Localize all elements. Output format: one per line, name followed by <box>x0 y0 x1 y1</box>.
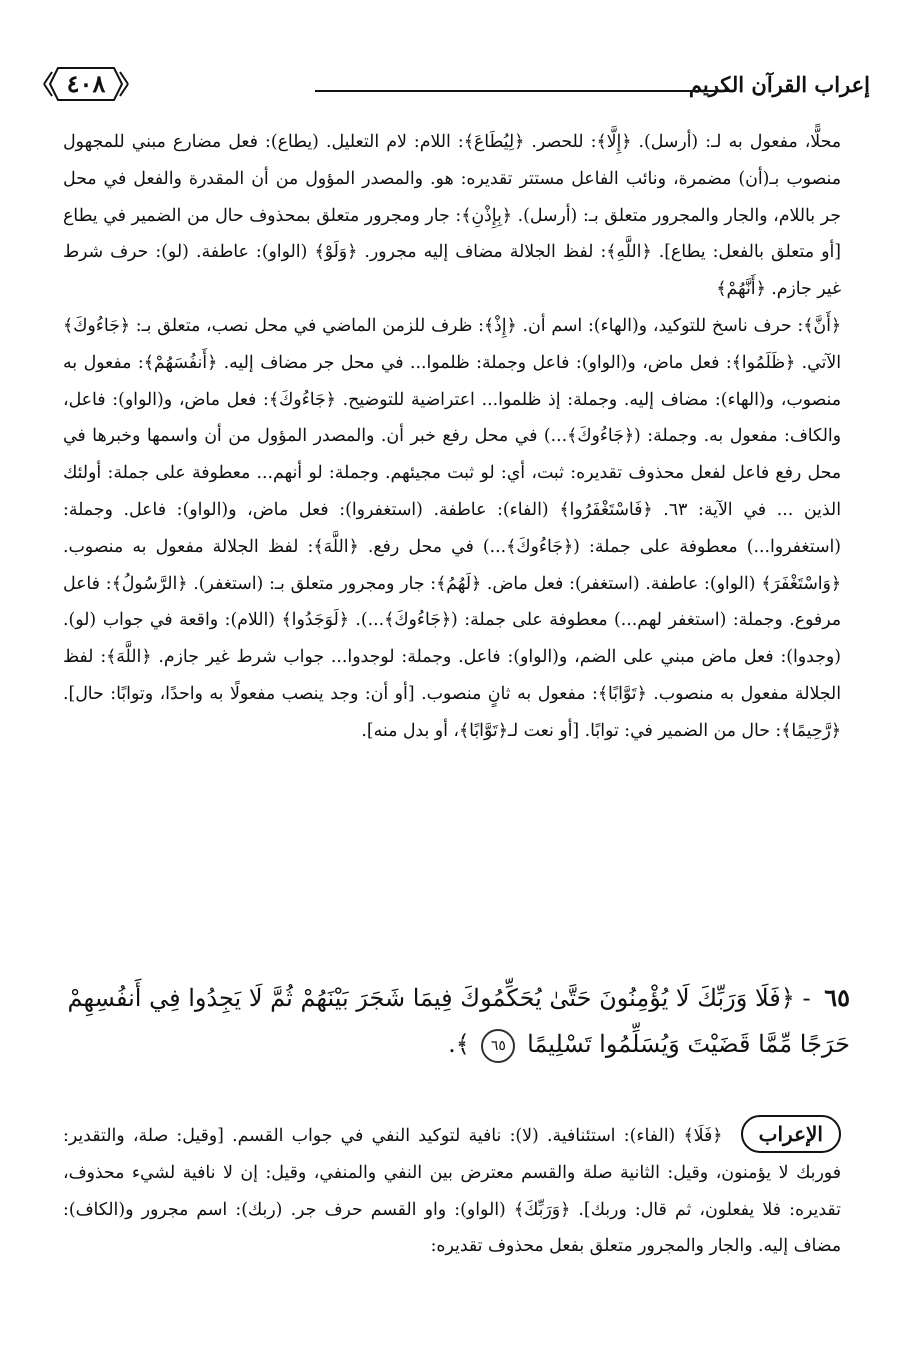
irab-section <box>63 1115 841 1265</box>
page-number-frame <box>40 62 132 106</box>
commentary-paragraph: محلًّا، مفعول به لـ: (أرسل). ﴿إِلَّا﴾: للحصر. ﴿لِيُطَاعَ﴾: اللام: لام التعليل. (يطاع): فعل مضارع مبني للمجهول منصوب بـ(أن) مضمرة، ونائب الفاعل مستتر تقديره: هو. والمصدر المؤول من أن المقدرة والفعل في محل جر باللام، والجار والمجرور متعلق بـ: (أرسل). ﴿بِإِذْنِ﴾: جار ومجرور متعلق بمحذوف حال من الضمير في يطاع [أو متعلق بالفعل: يطاع]. ﴿اللَّهِ﴾: لفظ الجلالة مضاف إليه مجرور. ﴿وَلَوْ﴾ (الواو): عاطفة. (لو): حرف شرط غير جازم. ﴿أَنَّهُمْ﴾ <box>63 132 841 300</box>
irab-text: ﴿فَلَا﴾ (الفاء): استئنافية. (لا): نافية لتوكيد النفي في جواب القسم. [وقيل: صلة، والتقدير: فوربك لا يؤمنون، وقيل: الثانية صلة والقسم معترض بين النفي والمنفي، وقيل: إن لا نافية لشيء محذوف، تقديره: فلا يفعلون، ثم قال: وربك]. ﴿وَرَبِّكَ﴾ (الواو): واو القسم حرف جر. (ربك): اسم مجرور و(الكاف): مضاف إليه. والجار والمجرور متعلق بفعل محذوف تقديره: <box>63 1126 841 1257</box>
header-rule <box>315 90 735 92</box>
verse-text: ﴿فَلَا وَرَبِّكَ لَا يُؤْمِنُونَ حَتَّىٰ يُحَكِّمُوكَ فِيمَا شَجَرَ بَيْنَهُمْ ثُمَّ لَا يَجِدُوا فِي أَنفُسِهِمْ حَرَجًا مِّمَّا قَضَيْتَ وَيُسَلِّمُوا تَسْلِيمًا <box>67 984 850 1058</box>
page-header <box>40 62 870 110</box>
book-title: إعراب القرآن الكريم <box>688 72 870 97</box>
verse-close: ﴾. <box>448 1030 470 1058</box>
irab-label: الإعراب <box>741 1115 841 1153</box>
commentary-text <box>63 124 841 750</box>
page-number: ٤٠٨ <box>66 69 106 98</box>
verse-end-icon: ٦٥ <box>481 1029 515 1063</box>
commentary-paragraph: ﴿أَنَّ﴾: حرف ناسخ للتوكيد، و(الهاء): اسم أن. ﴿إِذْ﴾: ظرف للزمن الماضي في محل نصب، متعلق بـ: ﴿جَاءُوكَ﴾ الآتي. ﴿ظَلَمُوا﴾: فعل ماض، و(الواو): فاعل وجملة: ظلموا... في محل جر مضاف إليه. ﴿أَنفُسَهُمْ﴾: مفعول به منصوب، و(الهاء): مضاف إليه. وجملة: إذ ظلموا... اعتراضية للتوضيح. ﴿جَاءُوكَ﴾: فعل ماض، و(الواو): فاعل، والكاف: مفعول به. وجملة: (﴿جَاءُوكَ﴾...) في محل رفع خبر أن. والمصدر المؤول من أن واسمها وخبرها في محل رفع فاعل لفعل محذوف تقديره: ثبت، أي: لو ثبت مجيئهم. وجملة: لو أنهم... معطوفة على جملة: أولئك الذين ... في الآية: ٦٣. ﴿فَاسْتَغْفَرُوا﴾ (الفاء): عاطفة. (استغفروا): فعل ماض، و(الواو): فاعل. وجملة: (استغفروا...) معطوفة على جملة: (﴿جَاءُوكَ﴾...) في محل رفع. ﴿اللَّهَ﴾: لفظ الجلالة مفعول به منصوب. ﴿وَاسْتَغْفَرَ﴾ (الواو): عاطفة. (استغفر): فعل ماض. ﴿لَهُمُ﴾: جار ومجرور متعلق بـ: (استغفر). ﴿الرَّسُولُ﴾: فاعل مرفوع. وجملة: (استغفر لهم...) معطوفة على جملة: (﴿جَاءُوكَ﴾...). ﴿لَوَجَدُوا﴾ (اللام): واقعة في جواب (لو). (وجدوا): فعل ماض مبني على الضم، و(الواو): فاعل. وجملة: لوجدوا... جواب شرط غير جازم. ﴿اللَّهَ﴾: لفظ الجلالة مفعول به منصوب. ﴿تَوَّابًا﴾: مفعول به ثانٍ منصوب. [أو أن: وجد ينصب مفعولًا به واحدًا، وتوابًا: حال]. ﴿رَّحِيمًا﴾: حال من الضمير في: توابًا. [أو نعت لـ﴿تَوَّابًا﴾، أو بدل منه]. <box>63 315 841 741</box>
quran-verse: ٦٥ - ﴿فَلَا وَرَبِّكَ لَا يُؤْمِنُونَ حَتَّىٰ يُحَكِّمُوكَ فِيمَا شَجَرَ بَيْنَهُمْ ثُمَّ لَا يَجِدُوا فِي أَنفُسِهِمْ حَرَجًا مِّمَّا قَضَيْتَ وَيُسَلِّمُوا تَسْلِيمًا ٦٥ ﴾. <box>40 975 850 1067</box>
verse-number: ٦٥ <box>824 983 850 1012</box>
